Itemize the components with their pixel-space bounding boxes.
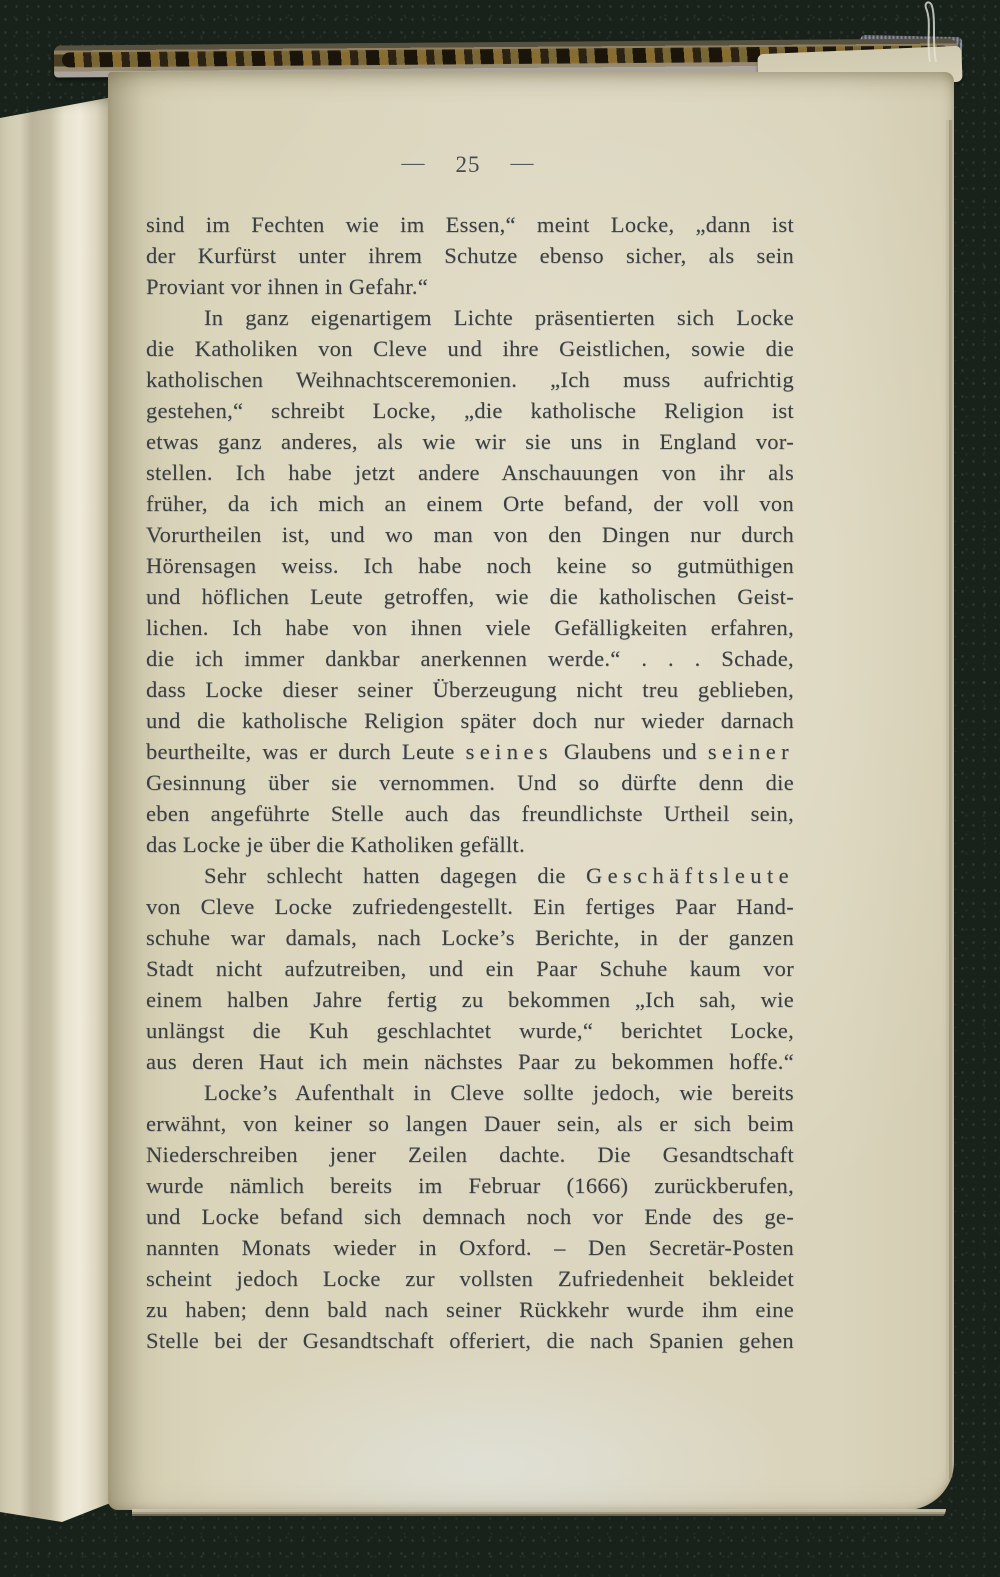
book-page xyxy=(108,72,954,1510)
text-line: In ganz eigenartigem Lichte präsentierten sich Locke xyxy=(204,305,794,330)
text-line: und die katholische Religion später doch nur wieder darnach xyxy=(146,708,794,733)
text-line: Vorurtheilen ist, und wo man von den Dingen nur durch xyxy=(146,522,794,547)
text-line: dass Locke dieser seiner Überzeugung nicht treu geblieben, xyxy=(146,677,794,702)
text-line: Stelle bei der Gesandtschaft offeriert, die nach Spanien gehen xyxy=(146,1328,794,1353)
text-line: einem halben Jahre fertig zu bekommen „Ich sah, wie xyxy=(146,987,794,1012)
page-edges-bottom xyxy=(132,1509,946,1520)
text-line: und höflichen Leute getroffen, wie die katholischen Geist- xyxy=(146,584,794,609)
text-line: schuhe war damals, nach Locke’s Berichte, in der ganzen xyxy=(146,925,794,950)
text-line: etwas ganz anderes, als wie wir sie uns in England vor- xyxy=(146,429,794,454)
page-stack-edge-left xyxy=(0,96,118,1522)
text-line: Niederschreiben jener Zeilen dachte. Die Gesandtschaft xyxy=(146,1142,794,1167)
page-number-dash-left: — xyxy=(401,150,426,175)
text-block xyxy=(146,209,794,1356)
text-line: unlängst die Kuh geschlachtet wurde,“ berichtet Locke, xyxy=(146,1018,794,1043)
text-line: aus deren Haut ich mein nächstes Paar zu bekommen hoffe.“ xyxy=(146,1049,794,1074)
text-line: gestehen,“ schreibt Locke, „die katholische Religion ist xyxy=(146,398,794,423)
text-line: der Kurfürst unter ihrem Schutze ebenso sicher, als sein xyxy=(146,243,794,268)
text-line: beurtheilte, was er durch Leute seines Glaubens und seiner xyxy=(146,739,794,764)
text-line: früher, da ich mich an einem Orte befand, der voll von xyxy=(146,491,794,516)
text-line: zu haben; denn bald nach seiner Rückkehr wurde ihm eine xyxy=(146,1297,794,1322)
thread-icon xyxy=(886,0,960,62)
text-line: die Katholiken von Cleve und ihre Geistlichen, sowie die xyxy=(146,336,794,361)
text-line: lichen. Ich habe von ihnen viele Gefälligkeiten erfahren, xyxy=(146,615,794,640)
text-line: Hörensagen weiss. Ich habe noch keine so gutmüthigen xyxy=(146,553,794,578)
text-line: Stadt nicht aufzutreiben, und ein Paar Schuhe kaum vor xyxy=(146,956,794,981)
text-line: wurde nämlich bereits im Februar (1666) zurückberufen, xyxy=(146,1173,794,1198)
page-edges-right xyxy=(946,120,955,1480)
page-number xyxy=(144,152,792,178)
page-number-value: 25 xyxy=(455,152,481,177)
text-line: erwähnt, von keiner so langen Dauer sein, als er sich beim xyxy=(146,1111,794,1136)
text-line: sind im Fechten wie im Essen,“ meint Locke, „dann ist xyxy=(146,212,794,237)
text-line: das Locke je über die Katholiken gefällt. xyxy=(146,832,526,857)
text-line: Gesinnung über sie vernommen. Und so dürfte denn die xyxy=(146,770,794,795)
text-line: eben angeführte Stelle auch das freundlichste Urtheil sein, xyxy=(146,801,794,826)
text-line: katholischen Weihnachtsceremonien. „Ich muss aufrichtig xyxy=(146,367,794,392)
page-number-dash-right: — xyxy=(510,150,535,175)
text-line: stellen. Ich habe jetzt andere Anschauungen von ihr als xyxy=(146,460,794,485)
text-line: Proviant vor ihnen in Gefahr.“ xyxy=(146,274,429,299)
text-line: von Cleve Locke zufriedengestellt. Ein fertiges Paar Hand- xyxy=(146,894,794,919)
text-line: Locke’s Aufenthalt in Cleve sollte jedoch, wie bereits xyxy=(204,1080,794,1105)
text-line: die ich immer dankbar anerkennen werde.“ . . . Schade, xyxy=(146,646,794,671)
text-line: nannten Monats wieder in Oxford. – Den Secretär-Posten xyxy=(146,1235,794,1260)
text-line: und Locke befand sich demnach noch vor Ende des ge- xyxy=(146,1204,794,1229)
text-line: scheint jedoch Locke zur vollsten Zufriedenheit bekleidet xyxy=(146,1266,794,1291)
text-line: Sehr schlecht hatten dagegen die Geschäftsleute xyxy=(204,863,794,888)
